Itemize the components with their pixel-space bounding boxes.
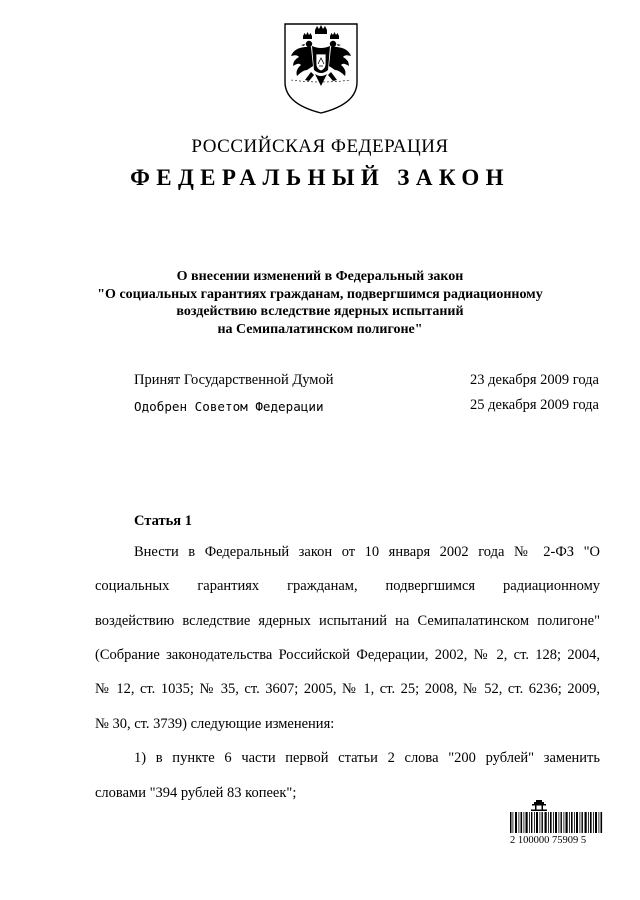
body-line: 1) в пункте 6 части первой статьи 2 слова "200 рублей" заменить: [134, 750, 600, 766]
law-title-line: О внесении изменений в Федеральный закон: [176, 269, 464, 284]
body-line: Внести в Федеральный закон от 10 января 2002 года № 2-ФЗ "О: [134, 544, 600, 560]
document-type: ФЕДЕРАЛЬНЫЙ ЗАКОН: [130, 165, 510, 190]
article-heading: Статья 1: [134, 513, 192, 529]
body-line: (Собрание законодательства Российской Федерации, 2002, № 2, ст. 128; 2004,: [95, 647, 600, 663]
law-title-line: на Семипалатинском полигоне": [217, 321, 423, 337]
adoption-date: 23 декабря 2009 года: [470, 372, 599, 388]
barcode-image: [508, 800, 605, 862]
law-title: [60, 268, 580, 338]
barcode-number: 2 100000 75909 5: [510, 835, 587, 846]
adoption-label: Принят Государственной Думой: [134, 372, 334, 388]
body-line: № 30, ст. 3739) следующие изменения:: [95, 716, 335, 732]
law-title-line: "О социальных гарантиях гражданам, подвергшимся радиационному: [97, 286, 543, 302]
coat-of-arms-emblem: [281, 20, 361, 116]
adoption-label: Одобрен Советом Федерации: [134, 399, 324, 414]
law-title-line: воздействию вследствие ядерных испытаний: [176, 304, 464, 319]
body-line: воздействию вследствие ядерных испытаний на Семипалатинском полигоне": [95, 613, 600, 629]
country-name: РОССИЙСКАЯ ФЕДЕРАЦИЯ: [191, 136, 449, 157]
body-line: социальных гарантиях гражданам, подвергшимся радиационному: [95, 578, 600, 594]
body-line: словами "394 рублей 83 копеек";: [95, 785, 297, 801]
adoption-date: 25 декабря 2009 года: [470, 397, 599, 413]
body-line: № 12, ст. 1035; № 35, ст. 3607; 2005, № 1, ст. 25; 2008, № 52, ст. 6236; 2009,: [95, 681, 600, 697]
